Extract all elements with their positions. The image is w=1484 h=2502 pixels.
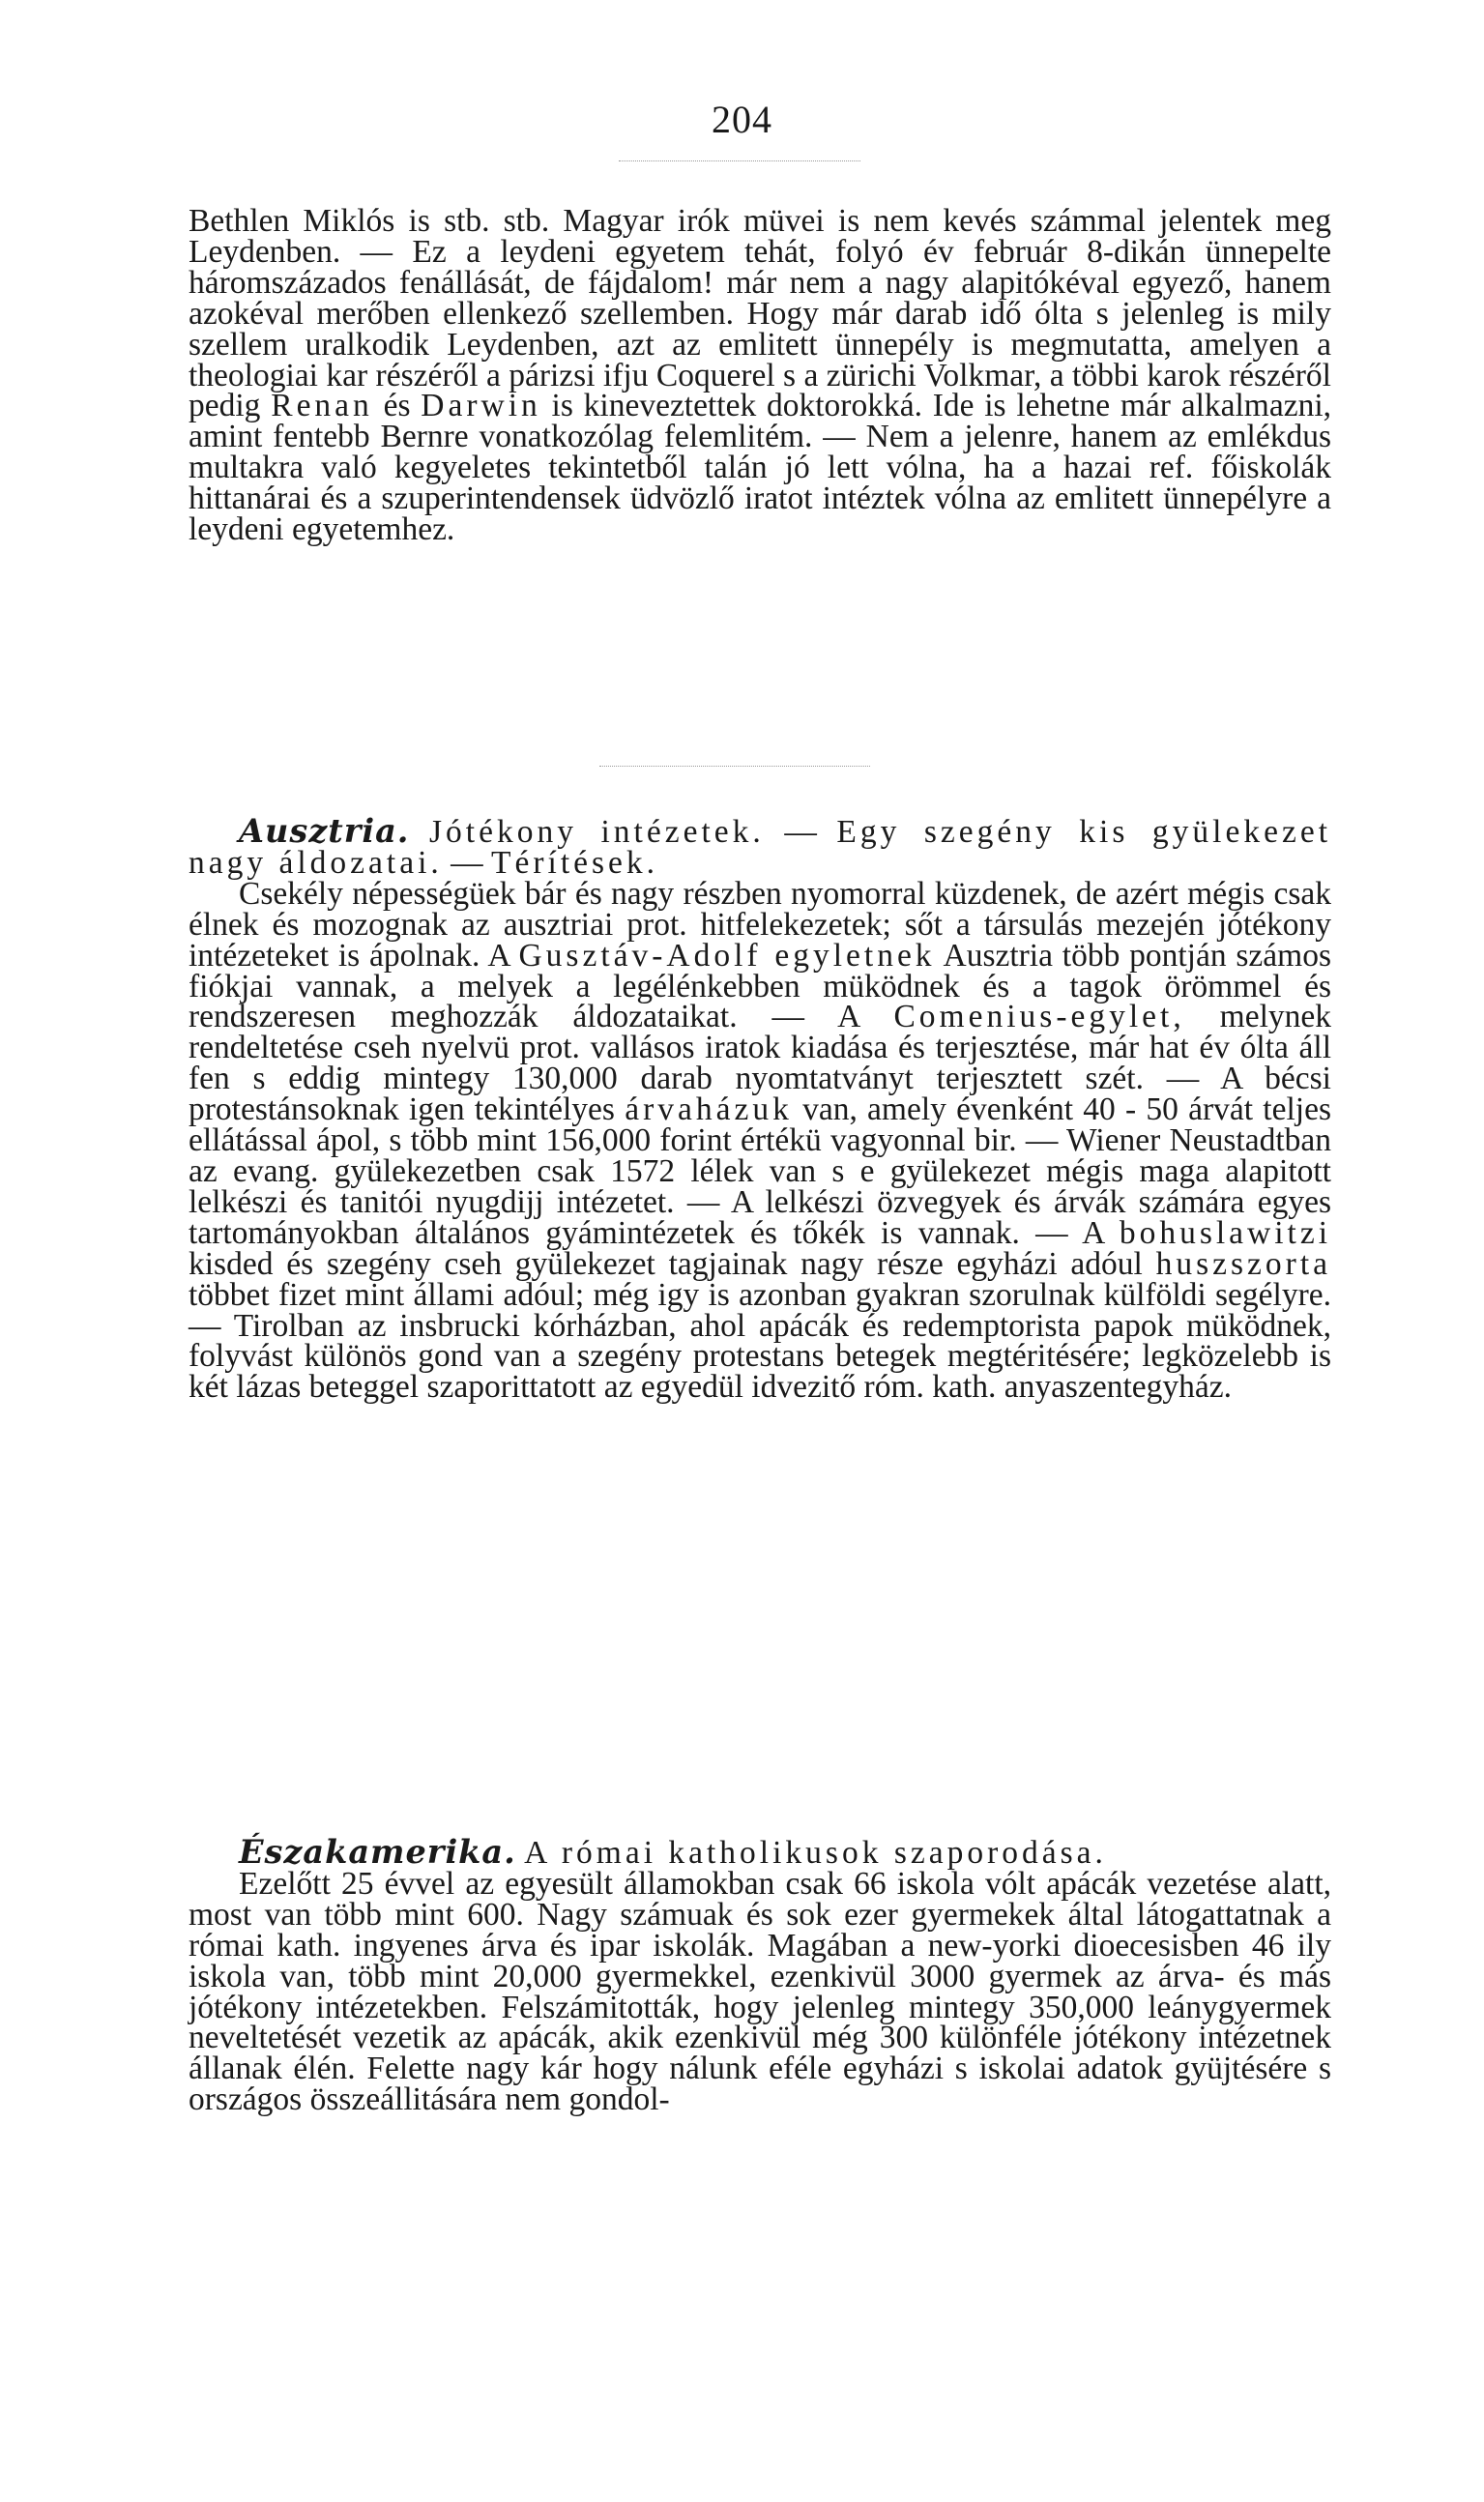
eszakamerika-heading-line	[189, 1833, 1331, 1871]
name-gusztav-adolf: Gusztáv-Adolf egyletnek	[518, 937, 936, 974]
ausztria-text-d: van, amely évenként 40 - 50 árvát teljes ellátással ápol, s több mint 156,000 forint értékü vagyonnal bir. — Wiener Neustadtban az evang. gyülekezetben csak 1572 lélek van s e gyülekezet mégis maga alapitott lelkészi és tanitói nyugdijj intézetet. — A lelkészi özvegyek és árvák számára egyes tartományokban általános gyámintézetek és tőkék is vannak. — A	[189, 1091, 1331, 1251]
subtitle-gyulekezet: Egy szegény kis gyülekezet nagy áldozatai.	[189, 814, 1332, 881]
subtitle-jotekony: Jótékony intézetek.	[429, 814, 765, 850]
name-darwin: Darwin	[421, 388, 541, 424]
word-huszszorta: huszszorta	[1155, 1245, 1332, 1282]
leyden-text-b: is kineveztettek doktorokká. Ide is lehetne már alkalmazni, amint fentebb Bernre vonatkozólag felemlitém. — Nem a jelenre, hanem az emlékdus multakra való kegyeletes tekintetből talán jó lett vólna, ha a hazai ref. főiskolák hittanárai és a szuperintendensek üdvözlő iratot intéztek vólna az emlitett ünnepélyre a leydeni egyetemhez.	[189, 388, 1332, 548]
section-eszakamerika	[189, 1833, 1331, 2118]
word-arvahazuk: árvaházuk	[625, 1091, 793, 1128]
header-divider	[619, 160, 860, 161]
name-bohuslawitzi: bohuslawitzi	[1119, 1214, 1332, 1251]
heading-eszakamerika: Északamerika.	[239, 1833, 516, 1871]
subtitle-katholikusok: A római katholikusok szaporodása.	[524, 1835, 1107, 1871]
leyden-text-a: Bethlen Miklós is stb. stb. Magyar irók müvei is nem kevés számmal jelentek meg Leydenben. — Ez a leydeni egyetem tehát, folyó év február 8-dikán ünnepelte háromszázados fenállását, de fájdalom! már nem a nagy alapitókéval egyező, hanem azokéval merőben ellenkező szellemben. Hogy már darab idő ólta s jelenleg is mily szellem uralkodik Leydenben, azt az emlitett ünnepély is megmutatta, amelyen a theologiai kar részéről a párizsi ifju Coquerel s a zürichi Volkmar, a többi karok részéről pedig	[189, 203, 1331, 424]
subtitle-teritesek: Térítések.	[491, 844, 659, 881]
ausztria-text-c: melynek rendeltetése cseh nyelvü prot. vallásos iratok kiadása és terjesztése, már hat év ólta áll fen s eddig mintegy 130,000 darab nyomtatványt terjesztett szét. — A bécsi protestánsoknak igen tekintélyes	[189, 999, 1332, 1128]
ausztria-text-a: Csekély népességüek bár és nagy részben nyomorral küzdenek, de azért mégis csak élnek és mozognak az ausztriai prot. hitfelekezetek; sőt a társulás mezején jótékony intézeteket is ápolnak. A	[189, 875, 1331, 974]
paragraph-eszakamerika: Ezelőtt 25 évvel az egyesült államokban csak 66 iskola vólt apácák vezetése alatt, most van több mint 600. Nagy számuak és sok ezer gyermekek által látogattatnak a római kath. ingyenes árva és ipar iskolák. Magában a new-yorki dioecesisben 46 ily iskola van, több mint 20,000 gyermekkel, ezenkivül 3000 gyermek az árva- és más jótékony intézetekben. Felszámitották, hogy jelenleg mintegy 350,000 leánygyermek neveltetését vezetik az apácák, akik ezenkivül még 300 különféle jótékony intézetnek állanak élén. Felette nagy kár hogy nálunk eféle egyházi s iskolai adatok gyüjtésére s országos összeállitására nem gondol-	[189, 1865, 1331, 2118]
ausztria-text-b: Ausztria több pontján számos fiókjai vannak, a melyek a legélénkebben müködnek és a tagok örömmel és rendszeresen meghozzák áldozataikat. — A	[189, 937, 1331, 1035]
word-and: és	[383, 388, 411, 424]
page-number: 204	[712, 98, 772, 141]
heading-ausztria: Ausztria.	[239, 812, 410, 850]
paragraph-ausztria	[189, 875, 1332, 1406]
section-leyden	[189, 203, 1332, 548]
name-comenius: Comenius-egylet,	[893, 999, 1185, 1035]
ausztria-text-f: többet fizet mint állami adóul; még igy is azonban gyakran szorulnak külföldi segélyre. — Tirolban az insbrucki kórházban, ahol apácák és redemptorista papok müködnek, folyvást különös gond van a szegény protestans betegek megtéritésére; legközelebb is két lázas beteggel szaporittatott az egyedül idvezitő róm. kath. anyaszentegyház.	[189, 1276, 1331, 1406]
subtitle-separator-2: —	[451, 844, 483, 881]
ausztria-text-e: kisded és szegény cseh gyülekezet tagjainak nagy része egyházi adóul	[189, 1245, 1143, 1282]
section-ausztria	[189, 812, 1332, 1406]
section-divider	[599, 766, 870, 767]
name-renan: Renan	[271, 388, 373, 424]
ausztria-heading-line	[189, 812, 1332, 881]
paragraph-leyden	[189, 203, 1332, 548]
subtitle-separator-1: —	[784, 814, 817, 850]
